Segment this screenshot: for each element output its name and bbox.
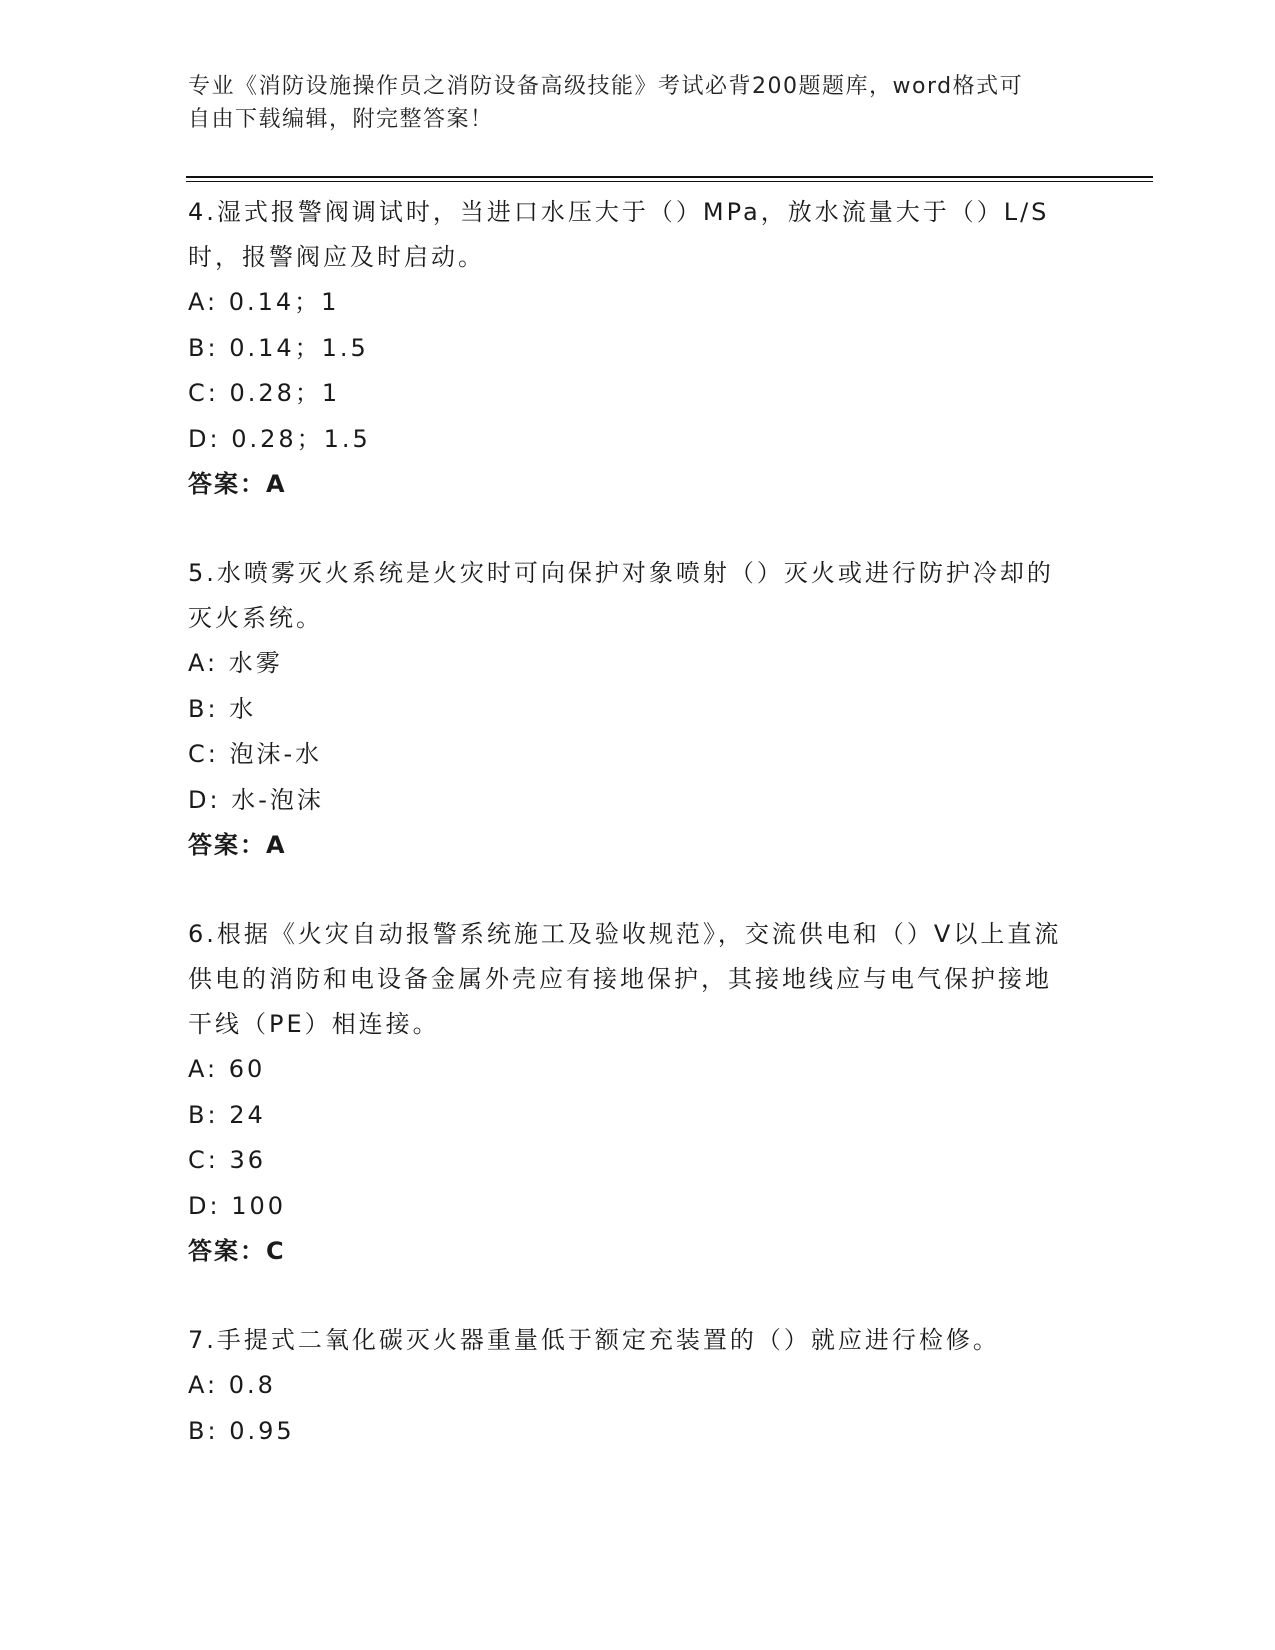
option-value: 0.8 [228,1371,276,1399]
option-key: B: [188,1100,219,1129]
answer-line: 答案：A [188,831,287,859]
option-value: 0.28；1.5 [231,424,371,453]
question-5 [188,551,1088,868]
option-value: 0.95 [229,1416,295,1445]
option-a [188,280,1088,326]
question-text: 6.根据《火灾自动报警系统施工及验收规范》，交流供电和（）V以上直流供电的消防和电设备金属外壳应有接地保护，其接地线应与电气保护接地干线（PE）相连接。 [188,920,1062,1038]
option-d [188,1184,1088,1230]
option-key: C: [188,379,219,407]
option-value: 0.14；1 [228,288,340,316]
option-key: B: [188,1416,219,1445]
header-title-line-1: 专业《消防设施操作员之消防设备高级技能》考试必背200题题库，word格式可 [188,74,1024,99]
question-text: 5.水喷雾灭火系统是火灾时可向保护对象喷射（）灭火或进行防护冷却的灭火系统。 [188,559,1054,632]
option-key: D: [188,1191,221,1220]
question-text: 7.手提式二氧化碳灭火器重量低于额定充装置的（）就应进行检修。 [188,1326,1000,1354]
option-key: D: [188,785,221,814]
option-b [188,326,1088,372]
document-header [188,70,1088,136]
option-key: A: [188,1371,219,1399]
option-value: 0.28；1 [229,379,341,407]
option-key: D: [188,424,221,453]
answer-line: 答案：C [188,1237,286,1265]
option-value: 水 [229,694,257,723]
option-value: 36 [229,1146,267,1174]
header-divider-thin [186,181,1153,182]
option-c [188,371,1088,417]
option-value: 水雾 [228,649,283,677]
option-value: 水-泡沫 [231,785,324,814]
option-value: 100 [231,1191,287,1220]
option-key: A: [188,1055,219,1083]
option-a [188,1047,1088,1093]
question-list [188,190,1088,1498]
option-a [188,1363,1088,1409]
option-value: 0.14；1.5 [229,333,369,362]
option-key: B: [188,333,219,362]
option-key: A: [188,649,219,677]
option-c [188,1138,1088,1184]
option-b [188,1093,1088,1139]
option-b [188,687,1088,733]
question-7 [188,1318,1088,1454]
option-value: 60 [228,1055,266,1083]
header-title-line-2: 自由下载编辑，附完整答案！ [188,107,494,132]
question-6 [188,912,1088,1274]
header-divider-thick [186,176,1153,178]
option-key: A: [188,288,219,316]
option-c [188,732,1088,778]
option-value: 24 [229,1100,266,1129]
question-text: 4.湿式报警阀调试时，当进口水压大于（）MPa，放水流量大于（）L/S时，报警阀应及时启动。 [188,198,1050,271]
option-value: 泡沫-水 [229,740,323,768]
option-a [188,641,1088,687]
question-4 [188,190,1088,507]
option-b [188,1409,1088,1455]
option-d [188,778,1088,824]
answer-line: 答案：A [188,470,287,498]
option-key: B: [188,694,219,723]
option-d [188,417,1088,463]
option-key: C: [188,1146,219,1174]
option-key: C: [188,740,219,768]
